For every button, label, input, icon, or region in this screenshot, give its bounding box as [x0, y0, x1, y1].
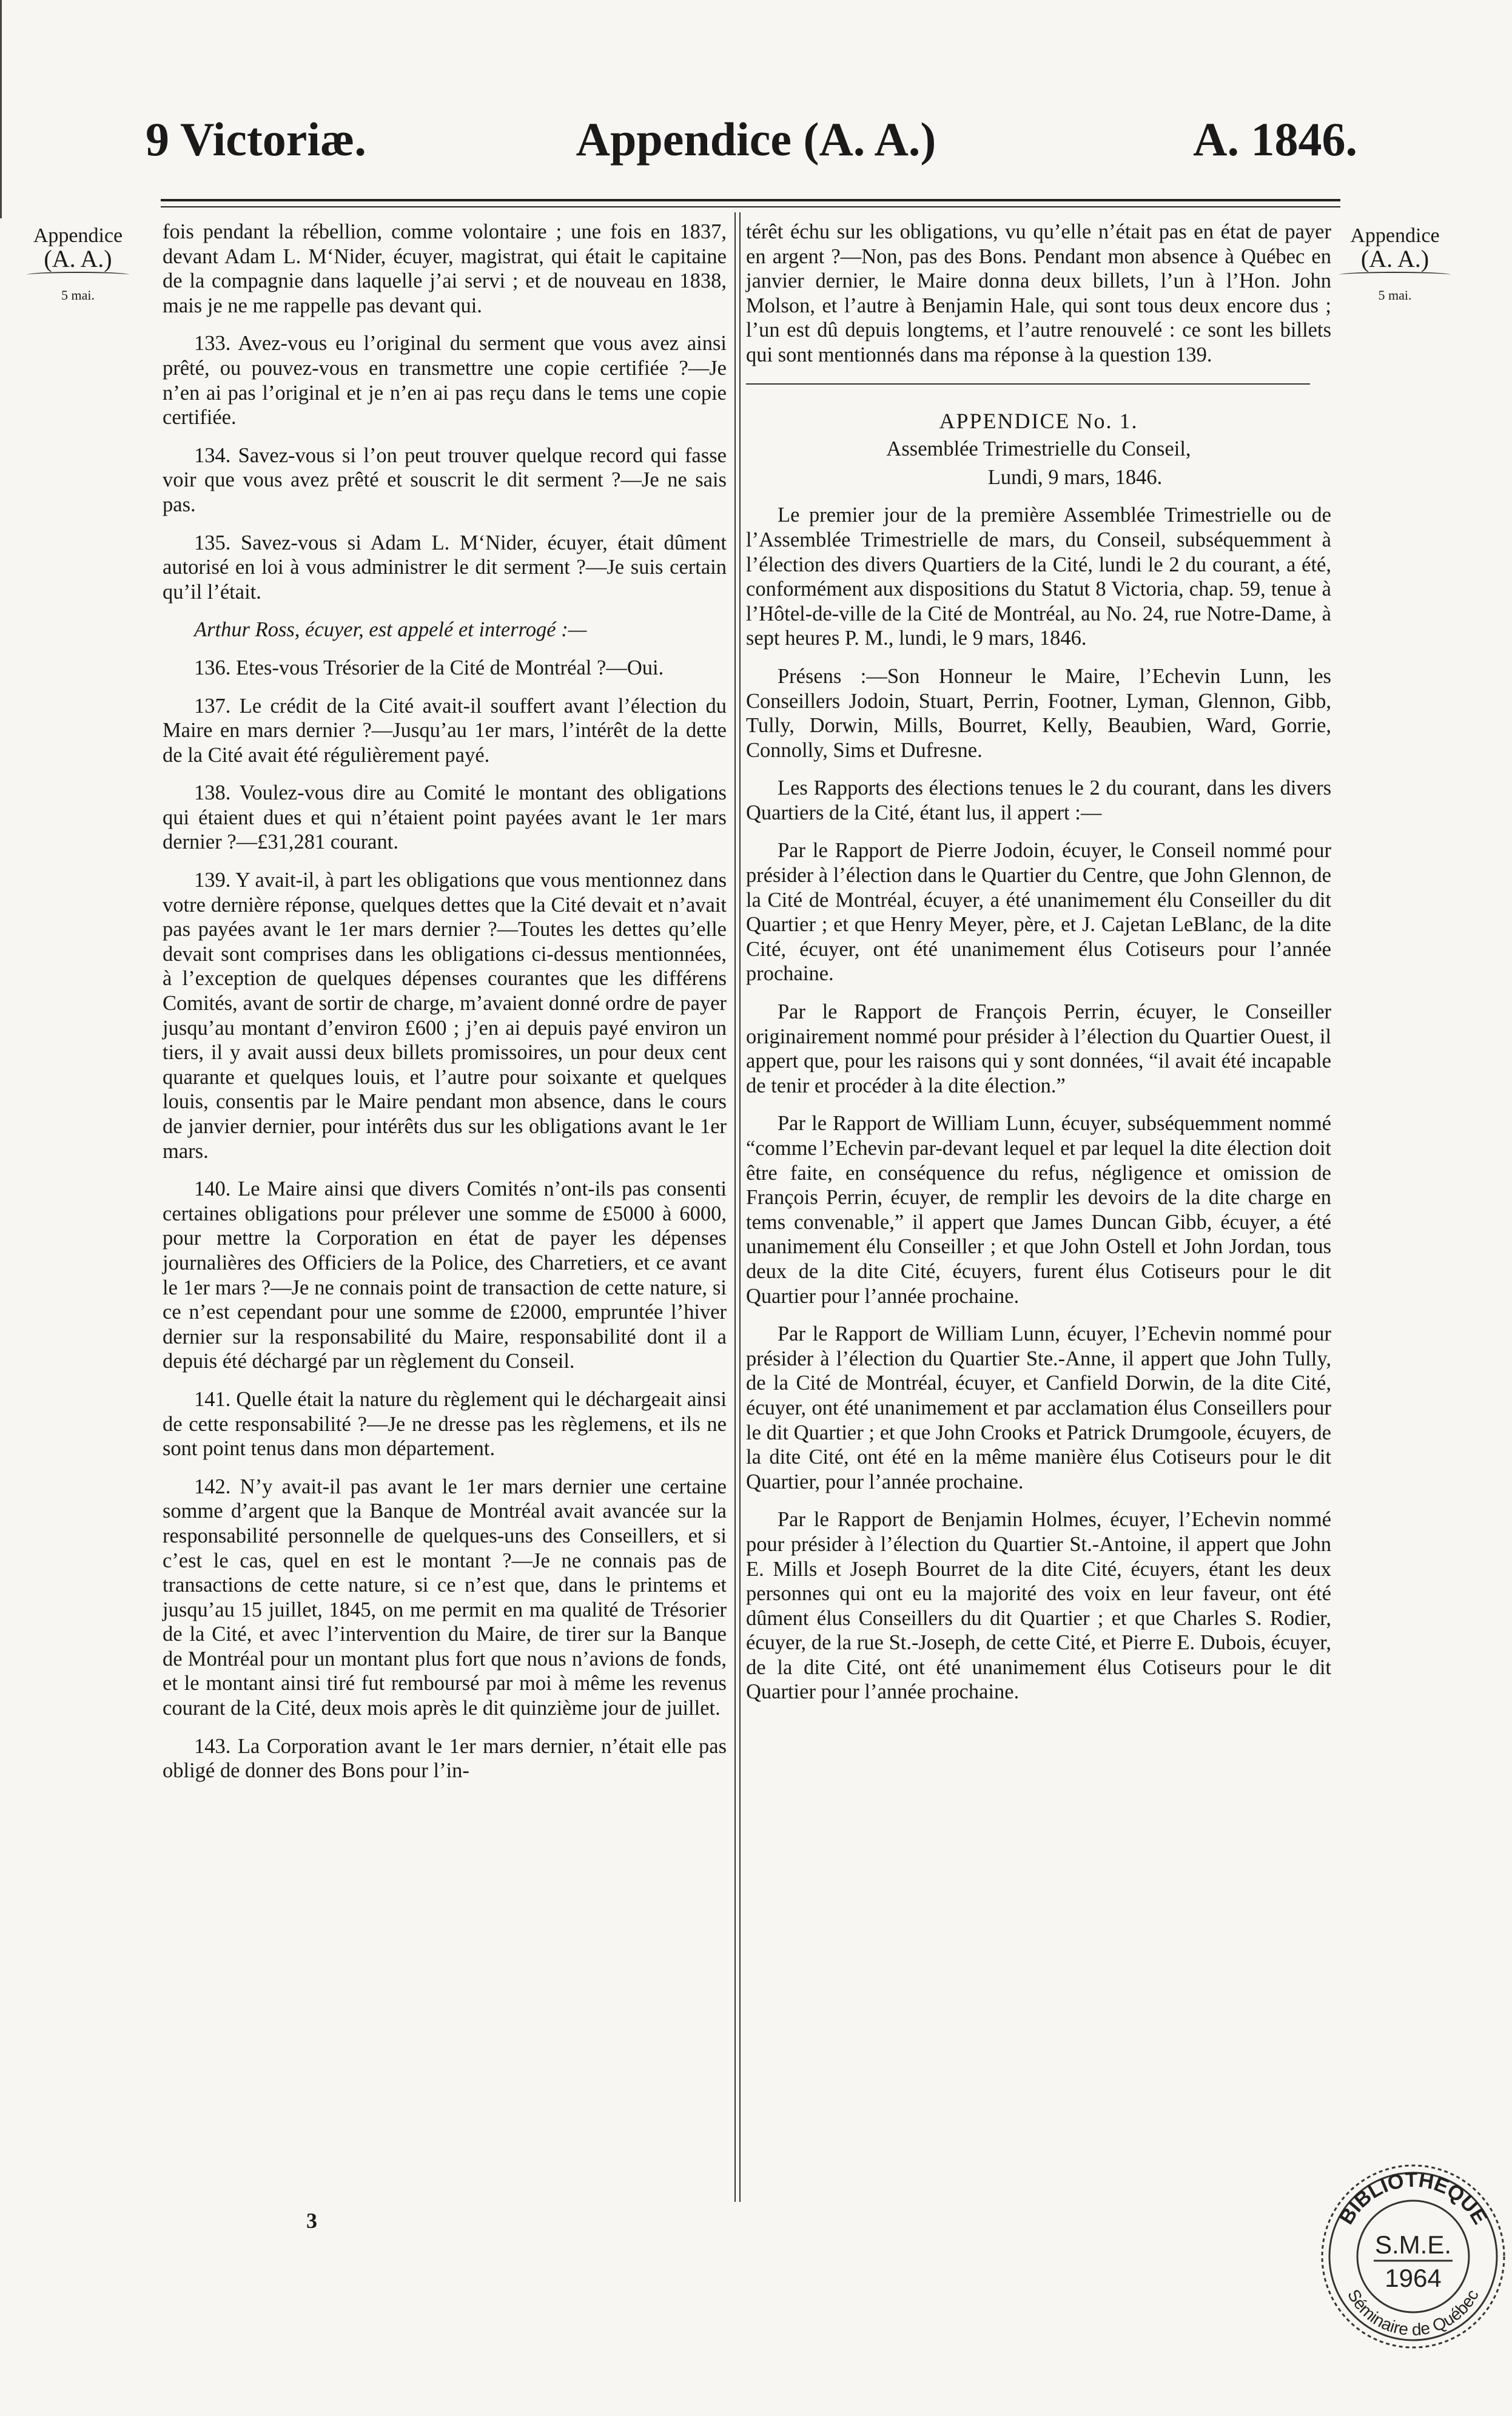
- svg-text:BIBLIOTHEQUE: [1335, 2169, 1492, 2229]
- paragraph: Par le Rapport de François Perrin, écuyer, le Conseiller originairement nommé pour présider à l’élection du Quartier Ouest, il appert que, pour les raisons qui y sont données, “il avait été incapable de tenir et procéder à la dite élection.”: [746, 1000, 1331, 1097]
- library-stamp: [1316, 2156, 1510, 2350]
- question-142: 142. N’y avait-il pas avant le 1er mars dernier une certaine somme d’argent que la Banque de Montréal avait avancée sur la responsabilité personnelle de quelques-uns des Conseillers, et si c’est le cas, quel en est le montant ?—Je ne connais pas de transactions de cette nature, si ce n’est que, dans le printems et jusqu’au 15 juillet, 1845, on me permit en ma qualité de Trésorier de la Cité, et avec l’intervention du Maire, de tirer sur la Banque de Montréal pour un montant plus fort que nous n’avions de fonds, et le montant ainsi tiré fut remboursé par moi à même les revenus courant de la Cité, deux mois après le dit quinzième jour de juillet.: [163, 1475, 727, 1720]
- question-136: 136. Etes-vous Trésorier de la Cité de Montréal ?—Oui.: [194, 656, 664, 679]
- paragraph: Par le Rapport de Pierre Jodoin, écuyer, le Conseil nommé pour présider à l’élection dans le Quartier du Centre, que John Glennon, de la Cité de Montréal, écuyer, a été unanimement élu Conseiller du dit Quartier ; et que Henry Meyer, père, et J. Cajetan LeBlanc, de la dite Cité, écuyer, ont été unanimement élus Cotiseurs pour l’année prochaine.: [746, 839, 1331, 986]
- question-143: 143. La Corporation avant le 1er mars dernier, n’était elle pas obligé de donner des Bons pour l’in-: [163, 1734, 727, 1783]
- section-rule: [746, 383, 1310, 385]
- margin-code: (A. A.): [1360, 245, 1430, 272]
- paragraph: Les Rapports des élections tenues le 2 du courant, dans les divers Quartiers de la Cité, étant lus, il appert :—: [746, 776, 1331, 824]
- stamp-bottom-text: Séminaire de Québec: [1343, 2286, 1482, 2340]
- page-number: 3: [306, 2209, 317, 2233]
- question-139: 139. Y avait-il, à part les obligations que vous mentionnez dans votre dernière réponse, quelques dettes que la Cité devait et n’avait pas payées avant le 1er mars dernier ?—Toutes les dettes qu’elle devait sont comprises dans les obligations ci-dessus mentionnées, à l’exception de quelques dépenses courantes que les différens Comités, avant de sortir de charge, m’avaient donné ordre de payer jusqu’au montant d’environ £600 ; j’en ai depuis payé environ un tiers, il y avait aussi deux billets promissoires, un pour deux cent quarante et quelques louis, et l’autre pour soixante et quelques louis, consentis par le Maire pendant mon absence, dans le cours de janvier dernier, pour intérêts dus sur les obligations avant le 1er mars.: [163, 869, 727, 1163]
- appendix-date: Lundi, 9 mars, 1846.: [987, 465, 1163, 489]
- stamp-center-text: S.M.E.: [1374, 2230, 1452, 2259]
- appendix-subtitle: Assemblée Trimestrielle du Conseil,: [886, 437, 1191, 461]
- header-left: 9 Victoriæ.: [146, 113, 366, 166]
- question-140: 140. Le Maire ainsi que divers Comités n’ont-ils pas consenti certaines obligations pour prélever une somme de £5000 à 6000, pour mettre la Corporation en état de payer les dépenses journalières des Officiers de la Police, des Charretiers, et ce avant le 1er mars ?—Je ne connais point de transaction de cette nature, si ce n’est cependant pour une somme de £2000, empruntée l’hiver dernier sur la responsabilité du Maire, responsabilité dont il a depuis été déchargé par un règlement du Conseil.: [163, 1177, 727, 1373]
- margin-label: Appendice: [1350, 224, 1440, 247]
- paragraph: Par le Rapport de William Lunn, écuyer, subséquemment nommé “comme l’Echevin par-devant lequel et par lequel la dite élection doit être faite, en conséquence du refus, négligence et omission de François Perrin, écuyer, de remplir les devoirs de la dite charge en tems convenable,” il appert que James Duncan Gibb, écuyer, a été unanimement élu Conseiller ; et que John Ostell et John Jordan, tous deux de la dite Cité, écuyers, furent élus Cotiseurs pour le dit Quartier pour l’année prochaine.: [746, 1112, 1331, 1308]
- question-134: 134. Savez-vous si l’on peut trouver quelque record qui fasse voir que vous avez prêté et souscrit le dit serment ?—Je ne sais pas.: [163, 443, 727, 516]
- margin-brace: [1339, 272, 1451, 278]
- question-141: 141. Quelle était la nature du règlement qui le déchargeait ainsi de cette responsabilité ?—Je ne dresse pas les règlemens, et ils ne sont point tenus dans mon département.: [163, 1387, 727, 1461]
- margin-code: (A. A.): [44, 245, 112, 272]
- paragraph: Présens :—Son Honneur le Maire, l’Echevin Lunn, les Conseillers Jodoin, Stuart, Perrin, Footner, Lyman, Glennon, Gibb, Tully, Dorwin, Mills, Bourret, Kelly, Beaubien, Ward, Gorrie, Connolly, Sims et Dufresne.: [746, 664, 1331, 762]
- column-divider: [734, 212, 736, 2202]
- header-rule-thin: [161, 206, 1340, 207]
- left-column: [163, 220, 727, 1797]
- margin-note-left: [22, 224, 134, 307]
- margin-note-right: [1334, 224, 1456, 307]
- page-edge-mark: [0, 0, 5, 218]
- margin-date: 5 mai.: [61, 288, 95, 303]
- paragraph: Par le Rapport de William Lunn, écuyer, l’Echevin nommé pour présider à l’élection du Quartier Ste.-Anne, il appert que John Tully, de la Cité de Montréal, écuyer, et Canfield Dorwin, de la dite Cité, écuyer, ont été unanimement et par acclamation élus Conseillers pour le dit Quartier ; et que John Crooks et Patrick Drumgoole, écuyers, de la dite Cité, ont été en la même manière élus Cotiseurs pour le dit Quartier, pour l’année prochaine.: [746, 1322, 1331, 1493]
- right-column: [746, 220, 1331, 1718]
- column-divider: [739, 212, 741, 2202]
- question-133: 133. Avez-vous eu l’original du serment que vous avez ainsi prêté, ou pouvez-vous en transmettre une copie certifiée ?—Je n’en ai pas l’original et je n’en ai pas reçu dans le tems une copie certifiée.: [163, 332, 727, 429]
- stamp-top-text: BIBLIOTHEQUE: [1334, 2168, 1492, 2229]
- question-138: 138. Voulez-vous dire au Comité le montant des obligations qui étaient dues et qui n’étaient point payées avant le 1er mars dernier ?—£31,281 courant.: [163, 781, 727, 854]
- margin-label: Appendice: [33, 224, 123, 247]
- paragraph: Le premier jour de la première Assemblée Trimestrielle ou de l’Assemblée Trimestrielle de mars, du Conseil, subséquemment à l’élection des divers Quartiers de la Cité, lundi le 2 du courant, a été, conformément aux dispositions du Statut 8 Victoria, chap. 59, tenue à l’Hôtel-de-ville de la Cité de Montréal, au No. 24, rue Notre-Dame, à sept heures P. M., lundi, le 9 mars, 1846.: [746, 503, 1331, 650]
- question-137: 137. Le crédit de la Cité avait-il souffert avant l’élection du Maire en mars dernier ?—Jusqu’au 1er mars, l’intérêt de la dette de la Cité avait été régulièrement payé.: [163, 694, 727, 767]
- paragraph: fois pendant la rébellion, comme volontaire ; une fois en 1837, devant Adam L. M‘Nider, écuyer, magistrat, qui était le capitaine de la compagnie dans laquelle j’ai servi ; et de nouveau en 1838, mais je ne me rappelle pas devant qui.: [163, 220, 727, 317]
- header-rule: [161, 199, 1340, 201]
- paragraph: térêt échu sur les obligations, vu qu’elle n’était pas en état de payer en argent ?—Non, pas des Bons. Pendant mon absence à Québec en janvier dernier, le Maire donna deux billets, l’un à l’Hon. John Molson, et l’autre à Benjamin Hale, qui sont tous deux encore dus ; l’un est dû depuis longtems, et l’autre renouvelé : ce sont les billets qui sont mentionnés dans ma réponse à la question 139.: [746, 220, 1331, 366]
- witness-intro: Arthur Ross, écuyer, est appelé et interrogé :—: [194, 618, 587, 642]
- stamp-year: 1964: [1385, 2264, 1442, 2292]
- appendix-title: APPENDICE No. 1.: [939, 408, 1138, 433]
- header-year: A. 1846.: [1193, 113, 1357, 166]
- question-135: 135. Savez-vous si Adam L. M‘Nider, écuyer, était dûment autorisé en loi à vous administrer le dit serment ?—Je suis certain qu’il l’était.: [163, 531, 727, 604]
- margin-brace: [27, 272, 129, 278]
- paragraph: Par le Rapport de Benjamin Holmes, écuyer, l’Echevin nommé pour présider à l’élection du Quartier St.-Antoine, il appert que John E. Mills et Joseph Bourret de la dite Cité, écuyers, étant les deux personnes qui ont eu la majorité des voix en leur faveur, ont été dûment élus Conseillers du dit Quartier ; et que Charles S. Rodier, écuyer, de la rue St.-Joseph, de cette Cité, et Pierre E. Dubois, écuyer, de la dite Cité, ont été unanimement élus Cotiseurs pour le dit Quartier pour l’année prochaine.: [746, 1508, 1331, 1704]
- margin-date: 5 mai.: [1378, 288, 1412, 303]
- header-title: Appendice (A. A.): [576, 113, 936, 166]
